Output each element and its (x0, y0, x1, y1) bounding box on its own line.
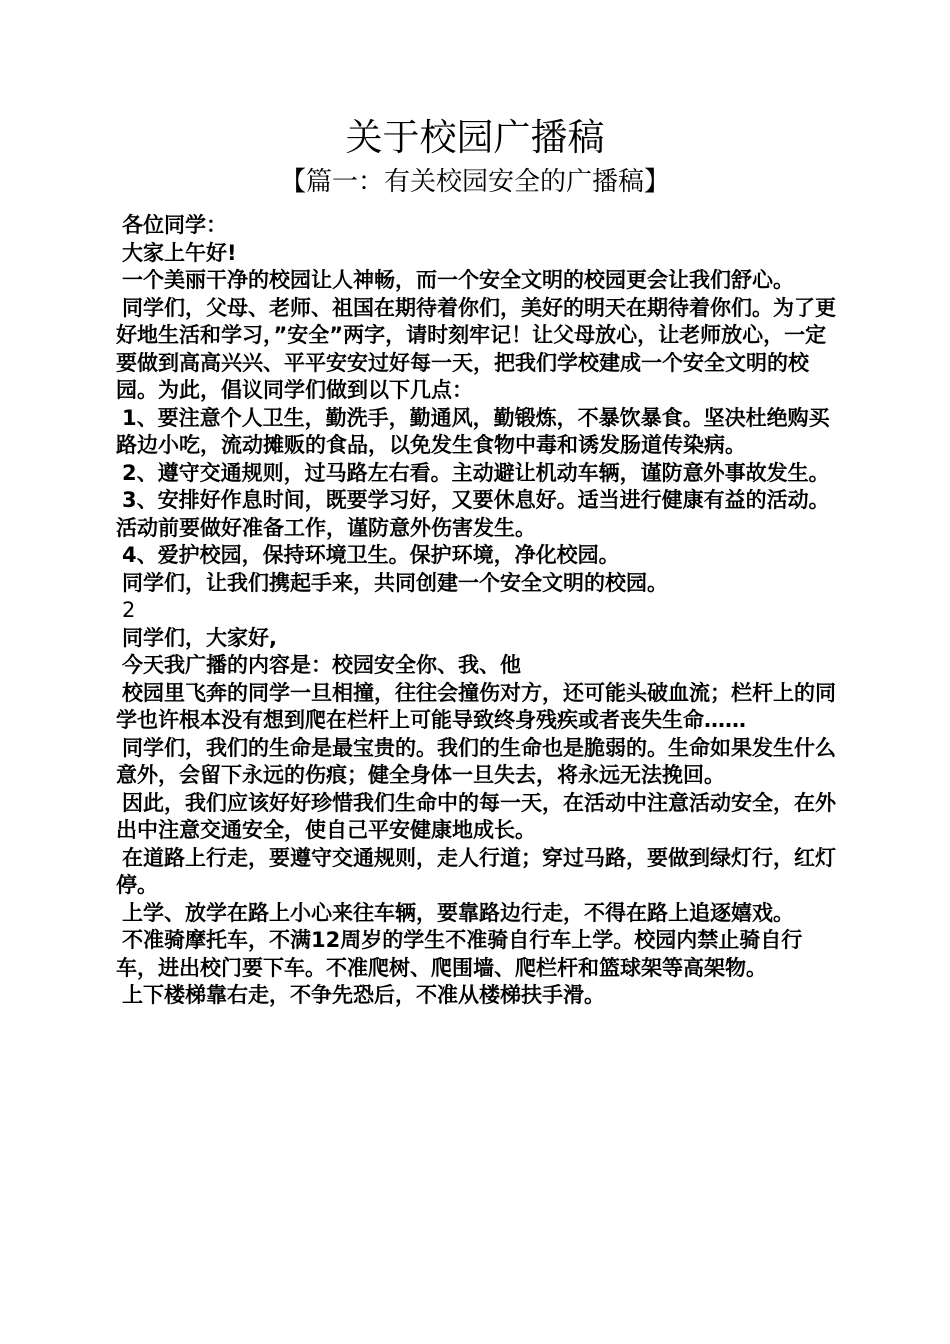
paragraph: 校园里飞奔的同学一旦相撞，往往会撞伤对方，还可能头破血流；栏杆上的同学也许根本没有想到爬在栏杆上可能导致终身残疾或者丧失生命…… (116, 680, 836, 732)
section-number: 2 (122, 598, 136, 622)
paragraph-greeting: 同学们，大家好, (122, 625, 277, 650)
paragraph-item-3: 3、安排好作息时间，既要学习好，又要休息好。适当进行健康有益的活动。活动前要做好准备工作，谨防意外伤害发生。 (116, 488, 830, 540)
paragraph: 同学们，我们的生命是最宝贵的。我们的生命也是脆弱的。生命如果发生什么意外，会留下永远的伤痕；健全身体一旦失去，将永远无法挽回。 (116, 735, 836, 787)
paragraph: 在道路上行走，要遵守交通规则，走人行道；穿过马路，要做到绿灯行，红灯停。 (116, 845, 836, 897)
paragraph-good-morning: 大家上午好! (122, 240, 237, 265)
paragraph: 同学们，让我们携起手来，共同创建一个安全文明的校园。 (122, 570, 668, 595)
paragraph: 上学、放学在路上小心来往车辆，要靠路边行走，不得在路上追逐嬉戏。 (122, 900, 794, 925)
paragraph: 上下楼梯靠右走，不争先恐后，不准从楼梯扶手滑。 (122, 983, 605, 1007)
document-title: 关于校园广播稿 (345, 116, 605, 159)
paragraph: 一个美丽干净的校园让人神畅，而一个安全文明的校园更会让我们舒心。 (122, 268, 794, 292)
paragraph: 因此，我们应该好好珍惜我们生命中的每一天，在活动中注意活动安全，在外出中注意交通安全，使自己平安健康地成长。 (116, 790, 836, 842)
paragraph-greeting: 各位同学： (122, 213, 227, 237)
paragraph: 同学们，父母、老师、祖国在期待着你们，美好的明天在期待着你们。为了更好地生活和学习，”安全”两字，请时刻牢记！让父母放心，让老师放心，一定要做到高高兴兴、平平安安过好每一天，把我们学校建成一个安全文明的校园。为此，倡议同学们做到以下几点： (116, 295, 836, 402)
paragraph: 今天我广播的内容是：校园安全你、我、他 (122, 653, 521, 677)
document-body (116, 212, 838, 1010)
paragraph: 不准骑摩托车，不满12周岁的学生不准骑自行车上学。校园内禁止骑自行车，进出校门要下车。不准爬树、爬围墙、爬栏杆和篮球架等高架物。 (116, 928, 803, 980)
paragraph-item-1: 1、要注意个人卫生，勤洗手，勤通风，勤锻炼，不暴饮暴食。坚决杜绝购买路边小吃，流动摊贩的食品，以免发生食物中毒和诱发肠道传染病。 (116, 405, 830, 457)
document-subtitle: 【篇一：有关校园安全的广播稿】 (279, 167, 670, 197)
paragraph-item-2: 2、遵守交通规则，过马路左右看。主动避让机动车辆，谨防意外事故发生。 (122, 460, 830, 485)
paragraph-item-4: 4、爱护校园，保持环境卫生。保护环境，净化校园。 (122, 543, 620, 567)
